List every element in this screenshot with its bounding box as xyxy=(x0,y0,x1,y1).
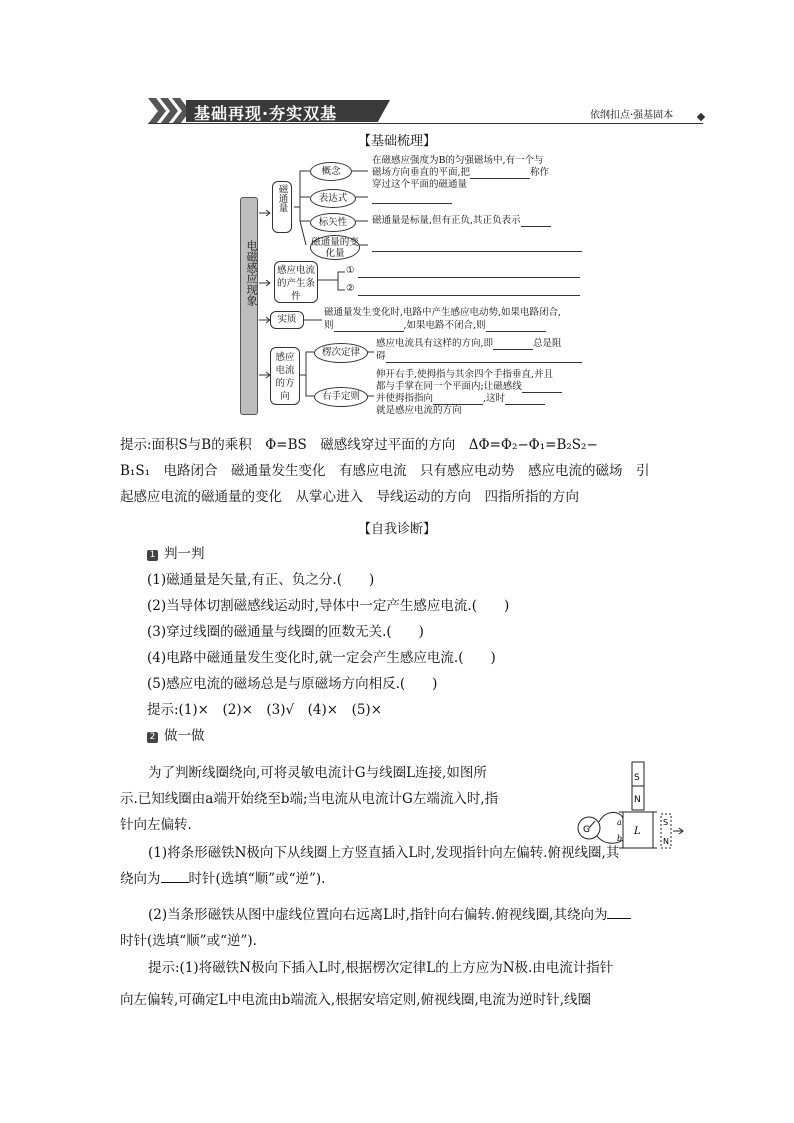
judge-item: (4)电路中磁通量发生变化时,就一定会产生感应电流.( ) xyxy=(147,650,496,666)
change-node xyxy=(310,235,360,260)
condition-2: ② xyxy=(346,283,355,294)
formula-node xyxy=(310,189,356,208)
blank xyxy=(522,381,562,393)
lenz-text-1 xyxy=(376,338,562,350)
judge-hint: 提示:(1)× (2)× (3)√ (4)× (5)× xyxy=(147,702,383,718)
blank xyxy=(433,393,483,405)
rhr-text-4: 就是感应电流的方向 xyxy=(376,405,462,416)
rhr-label: 右手定则 xyxy=(321,391,360,402)
lenz-label: 楞次定律 xyxy=(321,347,360,358)
q1-line2b: 时针(选填“顺”或“逆”). xyxy=(188,871,326,887)
do-hint-line: 向左偏转,可确定L中电流由b端流入,根据安培定则,俯视线圈,电流为逆时针,线圈 xyxy=(120,992,592,1008)
hint-line: 提示:面积S与B的乘积 Φ=BS 磁感线穿过平面的方向 ΔΦ=Φ₂−Φ₁=B₂S₂− xyxy=(120,437,598,453)
judge-section xyxy=(147,541,707,749)
section-banner xyxy=(148,98,388,124)
essence-text-2b: ,如果电路不闭合,则 xyxy=(403,320,486,331)
do-title: 做一做 xyxy=(164,728,205,744)
section-title-diagnosis: 【自我诊断】 xyxy=(357,522,436,537)
banner-title: 基础再现·夯实双基 xyxy=(194,104,338,123)
q1-line1: (1)将条形磁铁N极向下从线圈上方竖直插入L时,发现指针向左偏转.俯视线圈,其 xyxy=(148,845,620,861)
blank xyxy=(386,351,582,363)
b-label: b xyxy=(617,834,623,843)
change-label: 磁通量的变化量 xyxy=(311,237,359,259)
blank xyxy=(521,215,551,227)
magnet-s-label: S xyxy=(634,773,640,783)
judge-item: (3)穿过线圈的磁通量与线圈的匝数无关.( ) xyxy=(147,624,424,640)
direction-label: 感应电流的方向 xyxy=(275,352,295,402)
blank xyxy=(334,320,404,332)
vector-label: 标矢性 xyxy=(318,217,348,228)
coil-galvanometer-figure xyxy=(575,760,685,852)
lenz-text-2 xyxy=(376,351,582,363)
vector-node xyxy=(310,213,356,232)
hint-line: B₁S₁ 电路闭合 磁通量发生变化 有感应电流 只有感应电动势 感应电流的磁场 引 xyxy=(120,463,650,479)
judge-title: 判一判 xyxy=(164,546,205,562)
formula-blank xyxy=(372,203,452,204)
condition-1: ① xyxy=(346,265,355,276)
rhr-text-3 xyxy=(376,393,545,405)
hint-line: 起感应电流的磁通量的变化 从掌心进入 导线运动的方向 四指所指的方向 xyxy=(120,489,579,505)
blank xyxy=(486,320,546,332)
q2-line1 xyxy=(120,902,680,928)
blank xyxy=(493,338,533,350)
judge-item: (1)磁通量是矢量,有正、负之分.( ) xyxy=(147,572,375,588)
flux-node xyxy=(272,181,292,233)
judge-item: (2)当导体切割磁感线运动时,导体中一定产生感应电流.( ) xyxy=(147,598,510,614)
hint-basics xyxy=(120,432,680,510)
q2-line2: 时针(选填“顺”或“逆”). xyxy=(120,933,257,949)
rhr-node xyxy=(314,387,368,407)
condition-2-blank xyxy=(358,295,580,296)
do-intro-line: 针向左偏转. xyxy=(120,817,192,833)
do-hint xyxy=(120,952,680,1016)
lenz-node xyxy=(314,343,368,363)
essence-node xyxy=(270,311,304,329)
essence-text-1: 磁通量发生变化时,电路中产生感应电动势,如果电路闭合, xyxy=(324,307,562,318)
number-badge: 2 xyxy=(147,732,158,743)
do-heading xyxy=(147,723,707,749)
do-intro-line: 为了判断线圈绕向,可将灵敏电流计G与线圈L连接,如图所 xyxy=(148,765,487,781)
change-blank xyxy=(372,251,582,252)
a-label: a xyxy=(617,818,622,827)
side-n-label: N xyxy=(663,837,669,846)
answer-blank xyxy=(607,904,631,919)
flux-label: 磁通量 xyxy=(276,184,288,213)
root-node xyxy=(240,197,258,415)
q1-line2 xyxy=(120,866,680,892)
vector-text-main: 磁通量是标量,但有正负,其正负表示 xyxy=(372,215,521,226)
chevron-decoration-icon xyxy=(148,98,188,124)
do-hint-line: 提示:(1)将磁铁N极向下插入L时,根据楞次定律L的上方应为N极.由电流计指针 xyxy=(148,960,614,976)
banner-subtitle: 依纲扣点·强基固本 xyxy=(590,110,674,121)
answer-blank xyxy=(161,868,189,883)
rhr-text-3b: ,这时 xyxy=(483,393,506,404)
header-rule xyxy=(148,123,703,124)
number-badge: 1 xyxy=(147,550,158,561)
judge-item: (5)感应电流的磁场总是与原磁场方向相反.( ) xyxy=(147,676,438,692)
do-intro-line: 示.已知线圈由a端开始绕至b端;当电流从电流计G左端流入时,指 xyxy=(120,791,499,807)
g-label: G xyxy=(583,825,590,835)
concept-text-1: 在磁感应强度为B的匀强磁场中,有一个与 xyxy=(372,155,544,166)
judge-heading xyxy=(147,541,707,567)
concept-node xyxy=(310,162,352,181)
essence-text-2 xyxy=(324,320,546,332)
condition-node xyxy=(274,261,318,303)
section-title-basics: 【基础梳理】 xyxy=(357,134,436,149)
root-label: 电磁感应现象 xyxy=(245,240,258,306)
essence-label: 实质 xyxy=(277,314,297,325)
mind-map xyxy=(240,155,585,417)
concept-text-2a: 磁场方向垂直的平面,把 xyxy=(372,167,471,178)
condition-label: 感应电流的产生条件 xyxy=(276,265,315,302)
concept-text-3: 穿过这个平面的磁通量 xyxy=(372,179,468,190)
lenz-text-2a: 碍 xyxy=(376,351,386,362)
formula-label: 表达式 xyxy=(318,193,348,204)
concept-label: 概念 xyxy=(321,166,341,177)
do-intro xyxy=(120,760,580,838)
rhr-text-3a: 并使拇指指向 xyxy=(376,393,434,404)
lenz-text-1b: 总是阻 xyxy=(533,338,562,349)
diamond-icon xyxy=(697,113,705,121)
concept-text-2b: 称作 xyxy=(530,167,550,178)
q1-line2a: 绕向为 xyxy=(120,871,161,887)
direction-node xyxy=(270,347,300,405)
lenz-text-1a: 感应电流具有这样的方向,即 xyxy=(376,338,494,349)
condition-1-blank xyxy=(358,277,580,278)
rhr-text-1: 伸开右手,使拇指与其余四个手指垂直,并且 xyxy=(376,369,554,380)
essence-text-2a: 则 xyxy=(324,320,334,331)
do-questions xyxy=(120,840,680,954)
rhr-text-2a: 都与手掌在同一个平面内;让磁感线 xyxy=(376,381,522,392)
concept-text-2 xyxy=(372,167,549,179)
blank xyxy=(470,167,530,179)
vector-text xyxy=(372,215,551,227)
blank xyxy=(505,393,545,405)
magnet-n-label: N xyxy=(634,795,641,805)
side-s-label: S xyxy=(663,818,669,827)
rhr-text-2 xyxy=(376,381,562,393)
coil-label: L xyxy=(634,826,641,837)
q2-line1-text: (2)当条形磁铁从图中虚线位置向右远离L时,指针向右偏转.俯视线圈,其绕向为 xyxy=(148,907,608,923)
